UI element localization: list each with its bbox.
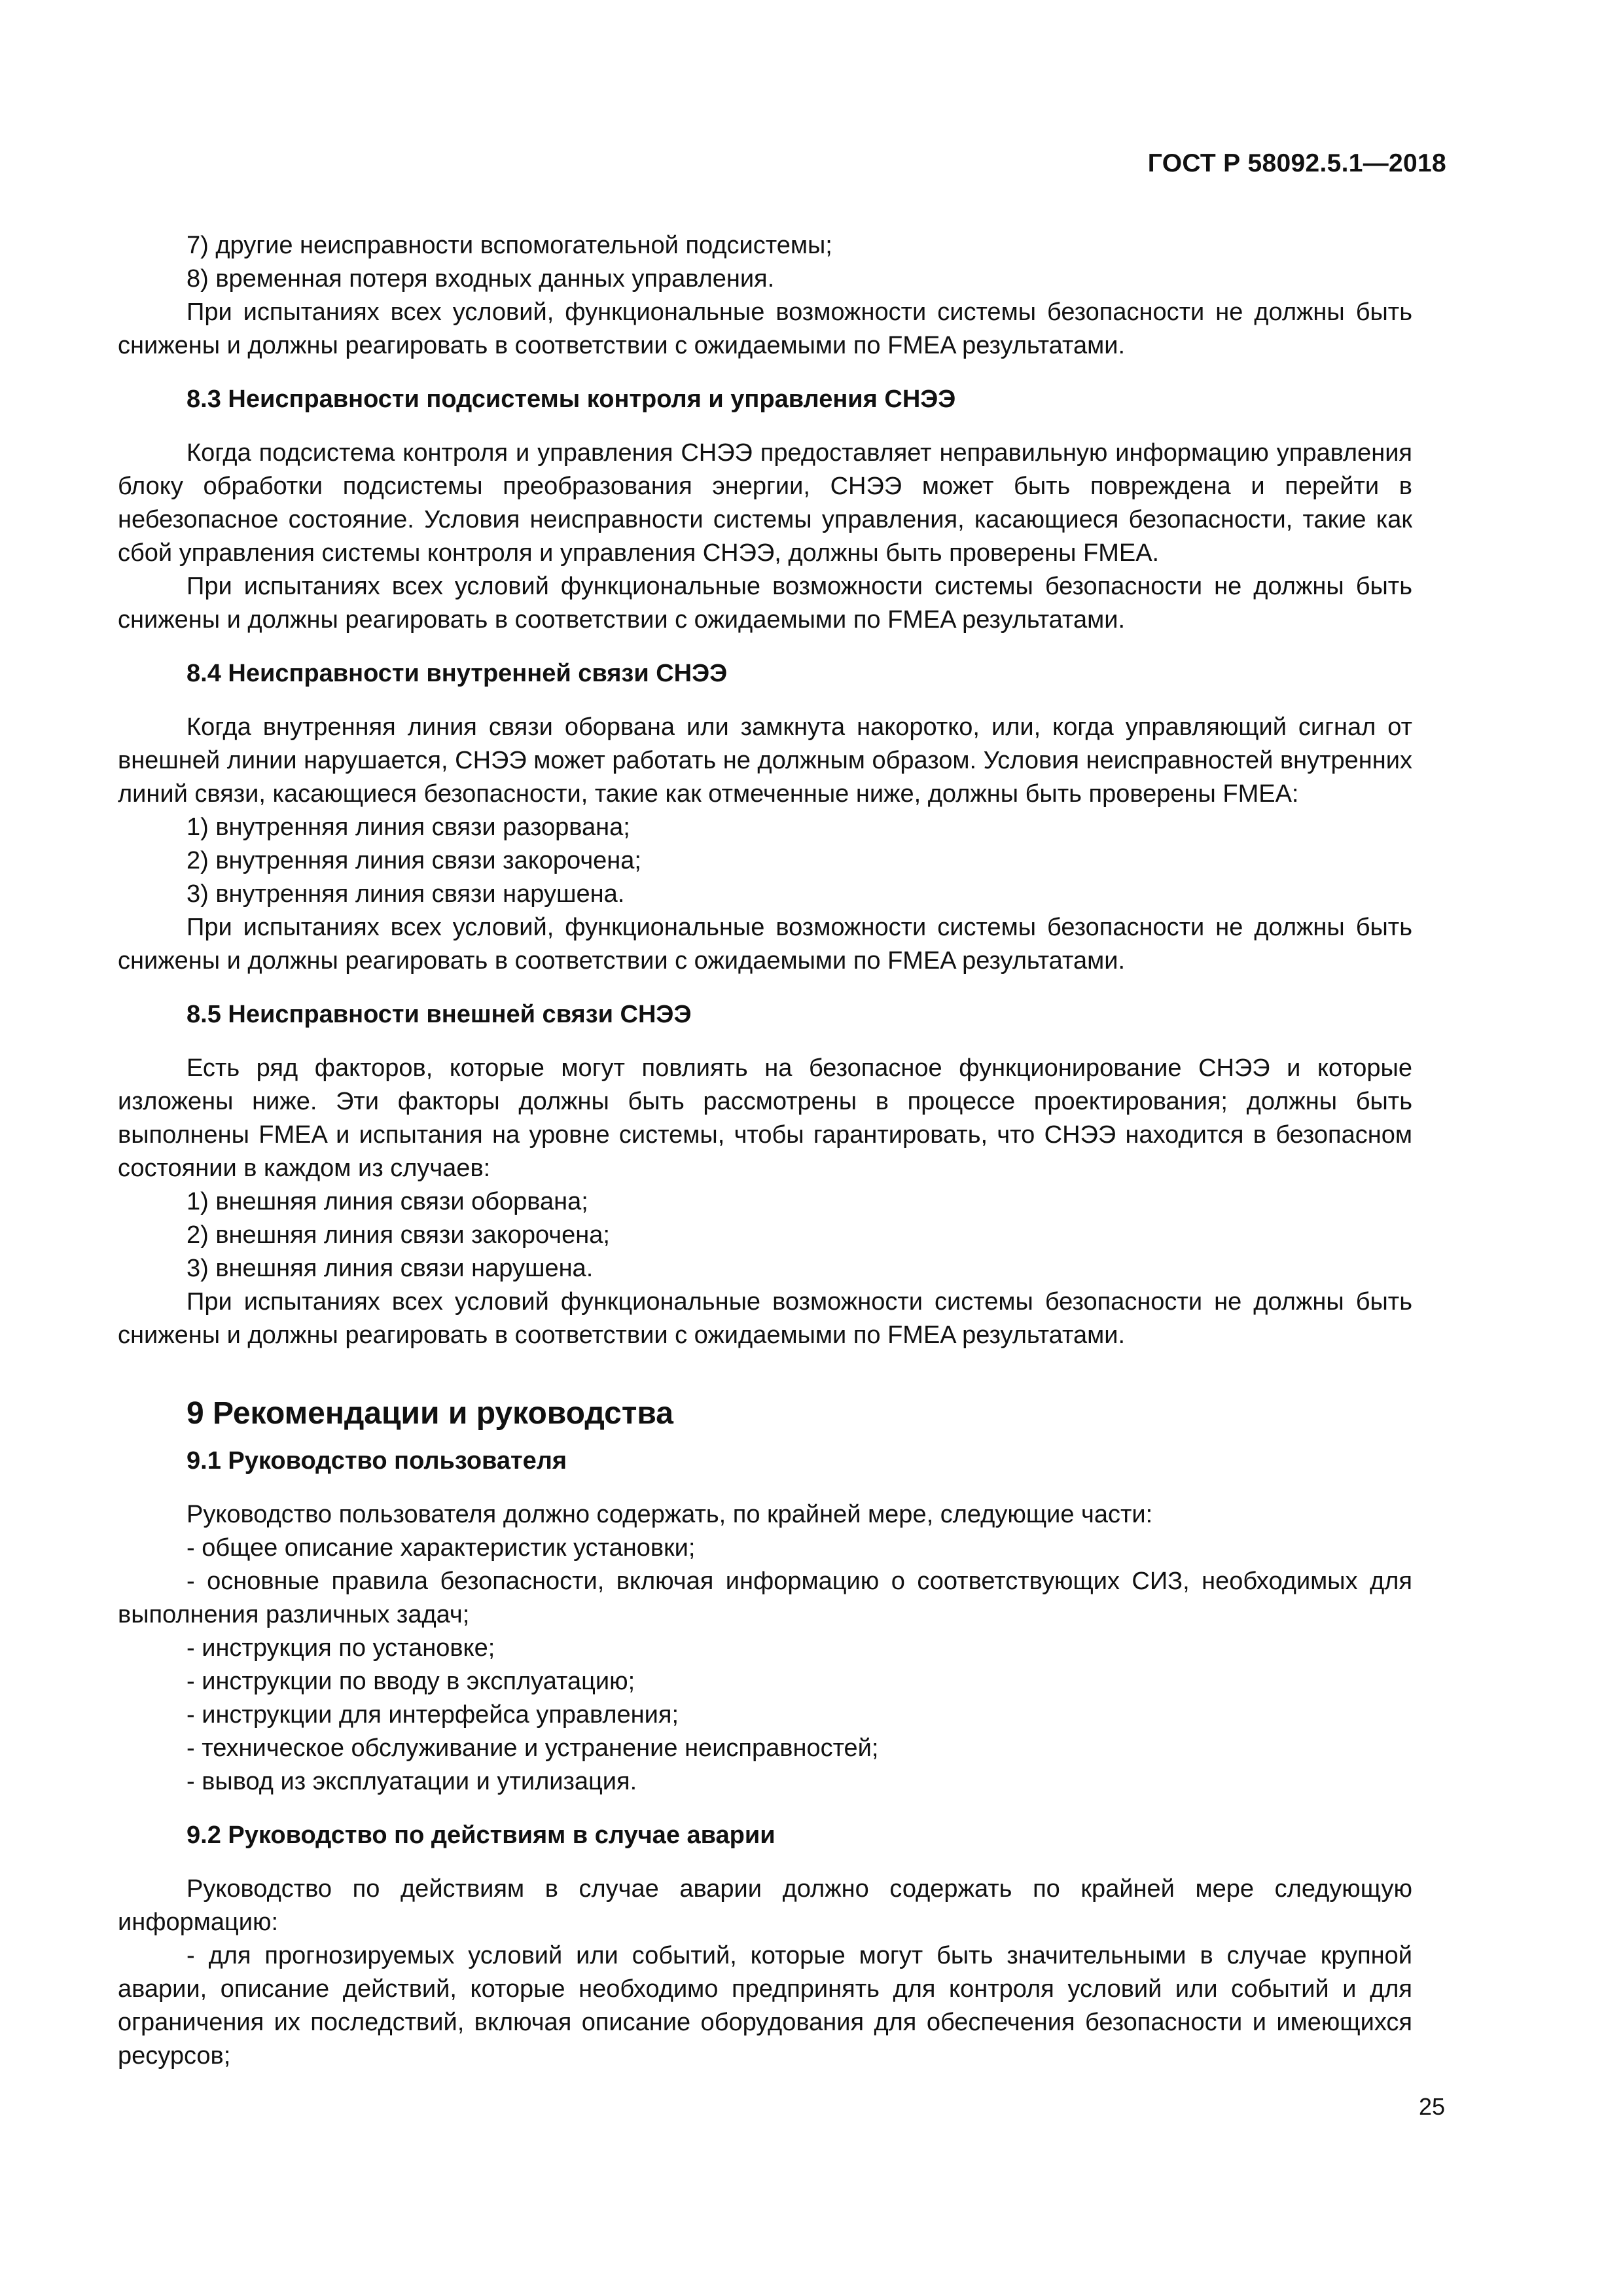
list-item: 2) внешняя линия связи закорочена; [187,1221,610,1249]
list-item: - основные правила безопасности, включая информацию о соответствующих СИЗ, необходимых для выполнения различных задач; [118,1568,1412,1628]
list-item: - для прогнозируемых условий или событий, которые могут быть значительными в случае крупной аварии, описание действий, которые необходимо предпринять для контроля условий или событий и для ограничения их последствий, включая описание оборудования для обеспечения безопасности и имеющихся ресурсов; [118,1942,1412,2070]
paragraph: Руководство по действиям в случае аварии должно содержать по крайней мере следующую информацию: [118,1875,1412,1936]
list-item: 1) внешняя линия связи оборвана; [187,1188,588,1215]
list-item: - инструкция по установке; [187,1634,495,1662]
section-8-3-heading: 8.3 Неисправности подсистемы контроля и управления СНЭЭ [187,386,956,413]
list-item: - вывод из эксплуатации и утилизация. [187,1768,637,1795]
section-9-1-heading: 9.1 Руководство пользователя [187,1447,567,1475]
list-item: - инструкции по вводу в эксплуатацию; [187,1668,635,1695]
list-item: 1) внутренняя линия связи разорвана; [187,814,630,841]
paragraph: Когда подсистема контроля и управления СНЭЭ предоставляет неправильную информацию управления блоку обработки подсистемы преобразования энергии, СНЭЭ может быть повреждена и перейти в небезопасное состояние. Условия неисправности системы управления, касающиеся безопасности, такие как сбой управления системы контроля и управления СНЭЭ, должны быть проверены FMEA. [118,439,1412,567]
list-item: - общее описание характеристик установки; [187,1534,696,1562]
paragraph: При испытаниях всех условий функциональные возможности системы безопасности не должны быть снижены и должны реагировать в соответствии с ожидаемыми по FMEA результатами. [118,573,1412,634]
document-code-header: ГОСТ Р 58092.5.1—2018 [1147,149,1446,177]
paragraph: При испытаниях всех условий, функциональные возможности системы безопасности не должны быть снижены и должны реагировать в соответствии с ожидаемыми по FMEA результатами. [118,914,1412,975]
paragraph: Когда внутренняя линия связи оборвана или замкнута накоротко, или, когда управляющий сигнал от внешней линии нарушается, СНЭЭ может работать не должным образом. Условия неисправностей внутренних линий связи, касающиеся безопасности, такие как отмеченные ниже, должны быть проверены FMEA: [118,713,1412,808]
page-body [118,229,1412,2073]
paragraph: При испытаниях всех условий функциональные возможности системы безопасности не должны быть снижены и должны реагировать в соответствии с ожидаемыми по FMEA результатами. [118,1288,1412,1349]
list-item: 3) внутренняя линия связи нарушена. [187,880,625,908]
list-item: 2) внутренняя линия связи закорочена; [187,847,641,874]
list-item: - техническое обслуживание и устранение неисправностей; [187,1734,879,1762]
section-8-5-heading: 8.5 Неисправности внешней связи СНЭЭ [187,1001,692,1028]
list-item: - инструкции для интерфейса управления; [187,1701,679,1729]
paragraph: Руководство пользователя должно содержать, по крайней мере, следующие части: [187,1501,1153,1528]
list-item: 8) временная потеря входных данных управления. [187,265,775,293]
list-item: 3) внешняя линия связи нарушена. [187,1255,594,1282]
list-item: 7) другие неисправности вспомогательной подсистемы; [187,232,832,259]
section-9-2-heading: 9.2 Руководство по действиям в случае аварии [187,1821,776,1849]
paragraph: Есть ряд факторов, которые могут повлиять на безопасное функционирование СНЭЭ и которые изложены ниже. Эти факторы должны быть рассмотрены в процессе проектирования; должны быть выполнены FMEA и испытания на уровне системы, чтобы гарантировать, что СНЭЭ находится в безопасном состоянии в каждом из случаев: [118,1054,1412,1182]
section-9-heading: 9 Рекомендации и руководства [187,1396,673,1431]
page-number: 25 [1418,2093,1445,2120]
section-8-4-heading: 8.4 Неисправности внутренней связи СНЭЭ [187,660,728,687]
paragraph: При испытаниях всех условий, функциональные возможности системы безопасности не должны быть снижены и должны реагировать в соответствии с ожидаемыми по FMEA результатами. [118,298,1412,359]
